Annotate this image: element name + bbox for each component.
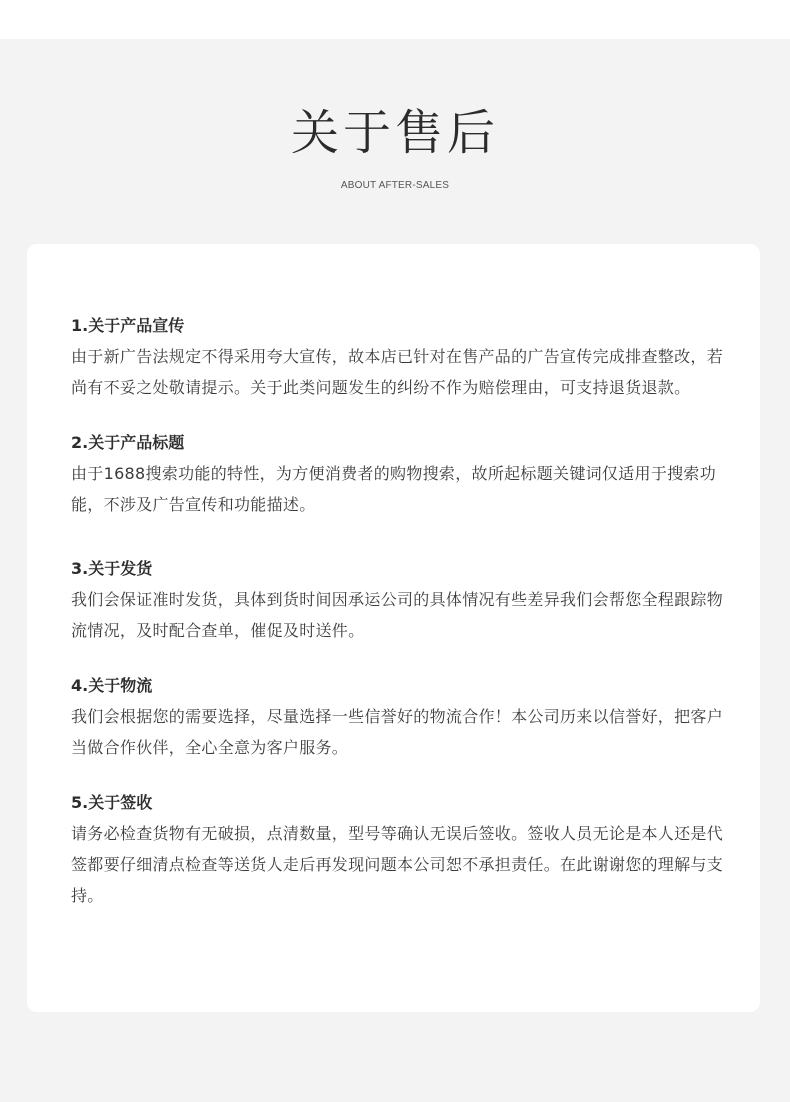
section-title: 5.关于签收 [71,793,153,812]
section-body: 我们会根据您的需要选择，尽量选择一些信誉好的物流合作！本公司历来以信誉好，把客户当做合作伙伴，全心全意为客户服务。 [71,707,724,757]
section-gap [71,403,732,427]
section-gap [71,763,732,787]
section-title: 4.关于物流 [71,676,153,695]
section-title: 1.关于产品宣传 [71,316,185,335]
section-gap [71,646,732,670]
page-subtitle: ABOUT AFTER-SALES [340,180,450,191]
section-product-promotion [71,310,732,403]
section-shipping [71,553,732,646]
section-product-title [71,427,732,520]
section-title: 2.关于产品标题 [71,433,185,452]
after-sales-card [27,244,760,1012]
page-header [0,100,790,191]
page-title: 关于售后 [290,105,499,161]
section-title: 3.关于发货 [71,559,153,578]
section-receipt [71,787,732,911]
section-logistics [71,670,732,763]
section-body: 由于1688搜索功能的特性，为方便消费者的购物搜索，故所起标题关键词仅适用于搜索功能，不涉及广告宣传和功能描述。 [71,464,717,514]
section-body: 由于新广告法规定不得采用夸大宣传，故本店已针对在售产品的广告宣传完成排查整改，若尚有不妥之处敬请提示。关于此类问题发生的纠纷不作为赔偿理由，可支持退货退款。 [71,347,724,397]
top-strip [0,0,790,39]
section-body: 我们会保证准时发货，具体到货时间因承运公司的具体情况有些差异我们会帮您全程跟踪物流情况，及时配合查单，催促及时送件。 [71,590,724,640]
section-body: 请务必检查货物有无破损，点清数量，型号等确认无误后签收。签收人员无论是本人还是代签都要仔细清点检查等送货人走后再发现问题本公司恕不承担责任。在此谢谢您的理解与支持。 [71,824,724,905]
section-gap [71,520,732,553]
